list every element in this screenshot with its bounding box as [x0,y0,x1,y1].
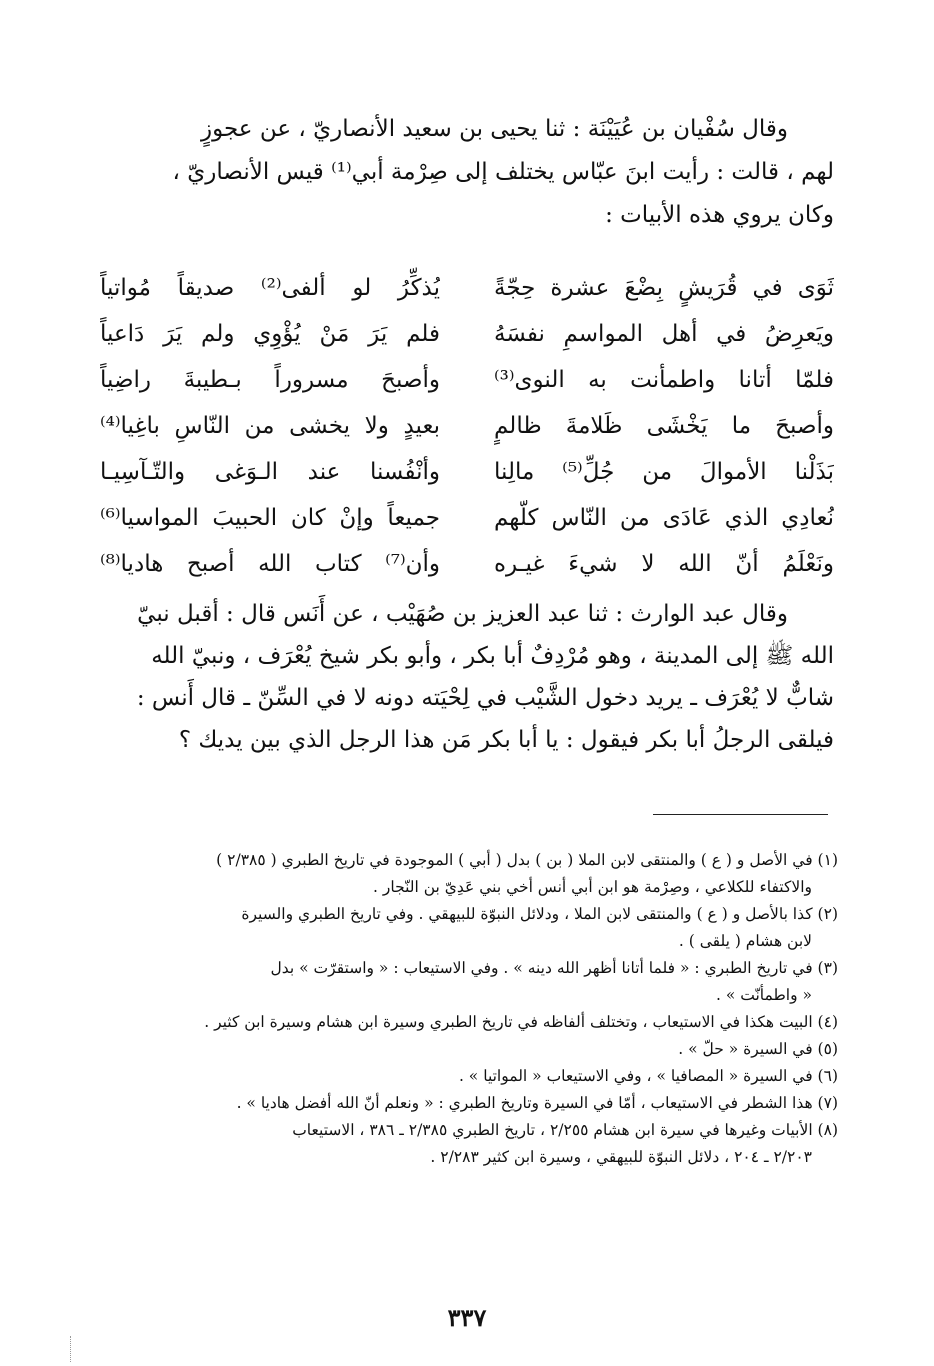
footnote-continuation: لابن هشام ( يلقى ) . [678,932,812,950]
footnote [128,955,838,1009]
verse-first-hemistich: نُعادِي الذي عَادَى من النّاس كلّهم [494,505,834,531]
footnote-text: (٦) في السيرة « المصافيا » ، وفي الاستيعاب « المواتيا » . [458,1067,838,1085]
verse [100,495,834,541]
text-line: فيلقى الرجلُ أبا بكر فيقول : يا أبا بكر مَن هذا الرجل الذي بين يديك ؟ [178,727,834,753]
verse-second-hemistich: بعيدٍ ولا يخشى من النّاسِ باغِيا⁽⁴⁾ [100,413,440,439]
footnote-continuation: « واطمأنّت » . [715,986,812,1004]
page-number: ٣٣٧ [447,1303,487,1332]
footnote [128,1036,838,1063]
text-line: وقال سُفْيان بن عُيَيْنَة : ثنا يحيى بن سعيد الأنصاريّ ، عن عجوزٍ [200,116,788,142]
footnote-separator [653,814,828,815]
footnote [128,1117,838,1171]
footnote [128,1063,838,1090]
footnote-text: (٧) هذا الشطر في الاستيعاب ، أمّا في السيرة وتاريخ الطبري : « ونعلم أنّ الله أفضل هاديا » . [236,1094,838,1112]
footnote [128,1009,838,1036]
verse-second-hemistich: وأنْفُسنا عند الـوَغى والتّـآسِيـا [100,459,440,485]
verse-first-hemistich: بَذَلْنا الأموالَ من جُلِّ⁽⁵⁾ مالِنا [494,459,834,485]
footnote-continuation: ٢/٢٠٣ ـ ٢٠٤ ، دلائل النبوّة للبيهقي ، وسيرة ابن كثير ٢/٢٨٣ . [430,1148,812,1166]
hadith-paragraph [118,593,834,761]
verse [100,311,834,357]
text-line: شابٌّ لا يُعْرَف ـ يريد دخول الشَّيْب في لِحْيَته دونه لا في السِّنّ ـ قال أَنس : [136,685,834,711]
text-line: وقال عبد الوارث : ثنا عبد العزيز بن صُهَيْب ، عن أَنَس قال : أقبل نبيّ [137,601,788,627]
poem [100,265,834,587]
footnote-text: (٣) في تاريخ الطبري : « فلما أتانا أظهر الله دينه » . وفي الاستيعاب : « واستقرّت » بدل [270,959,838,977]
verse [100,357,834,403]
text-line: لهم ، قالت : رأيت ابنَ عبّاس يختلف إلى صِرْمة أبي⁽¹⁾ قيس الأنصاريّ ، [172,159,834,185]
footnote-text: (٨) الأبيات وغيرها في سيرة ابن هشام ٢/٢٥٥ ، تاريخ الطبري ٢/٣٨٥ ـ ٣٨٦ ، الاستيعاب [292,1121,838,1139]
verse [100,265,834,311]
footnote [128,847,838,901]
verse-second-hemistich: وأصبحَ مسروراً بـطيبةَ راضِياً [100,367,440,393]
text-line: الله ﷺ إلى المدينة ، وهو مُرْدِفٌ أبا بكر ، وأبو بكر شيخ يُعْرَف ، ونبيّ الله [151,643,834,669]
verse-first-hemistich: فلمّا أتانا واطمأنت به النوى⁽³⁾ [494,367,834,393]
footnote-text: (١) في الأصل و ( ع ) والمنتقى لابن الملا ( بن ) بدل ( أبي ) الموجودة في تاريخ الطبري ( ٢/٣٨٥ ) [216,851,838,869]
footnote-text: (٥) في السيرة « حلّ » . [678,1040,838,1058]
footnote [128,901,838,955]
verse-first-hemistich: ثَوَى في قُرَيشٍ بِضْعَ عشرة حِجّةً [494,275,834,301]
verse [100,541,834,587]
verse-first-hemistich: وأصبحَ ما يَخْشَى ظَلامةَ ظالمٍ [494,413,834,439]
verse-second-hemistich: يُذكِّرُ لو ألفى⁽²⁾ صديقاً مُواتياً [100,275,440,301]
scan-mark [70,1336,73,1362]
verse-second-hemistich: وأن⁽⁷⁾ كتاب الله أصبح هاديا⁽⁸⁾ [100,551,440,577]
verse-first-hemistich: ويَعرِضُ في أهل المواسمِ نفسَهُ [494,321,834,347]
footnote-text: (٢) كذا بالأصل و ( ع ) والمنتقى لابن الملا ، ودلائل النبوّة للبيهقي . وفي تاريخ الطبري والسيرة [241,905,838,923]
text-line: وكان يروي هذه الأبيات : [605,202,834,228]
verse-first-hemistich: ونَعْلَمُ أنّ الله لا شيءَ غيـره [494,551,834,577]
footnotes [128,847,838,1171]
verse-second-hemistich: جميعاً وإنْ كان الحبيبَ المواسيا⁽⁶⁾ [100,505,440,531]
footnote-continuation: والاكتفاء للكلاعي ، وصِرْمة هو ابن أبي أنس أخي بني عَدِيّ بن النّجار . [373,878,812,896]
footnote [128,1090,838,1117]
verse-second-hemistich: فلم يَرَ مَنْ يُؤْوِي ولم يَرَ دَاعياً [100,321,440,347]
verse [100,449,834,495]
footnote-text: (٤) البيت هكذا في الاستيعاب ، وتختلف ألفاظه في تاريخ الطبري وسيرة ابن هشام وسيرة ابن كثير . [204,1013,838,1031]
verse [100,403,834,449]
opening-paragraph [118,108,834,237]
